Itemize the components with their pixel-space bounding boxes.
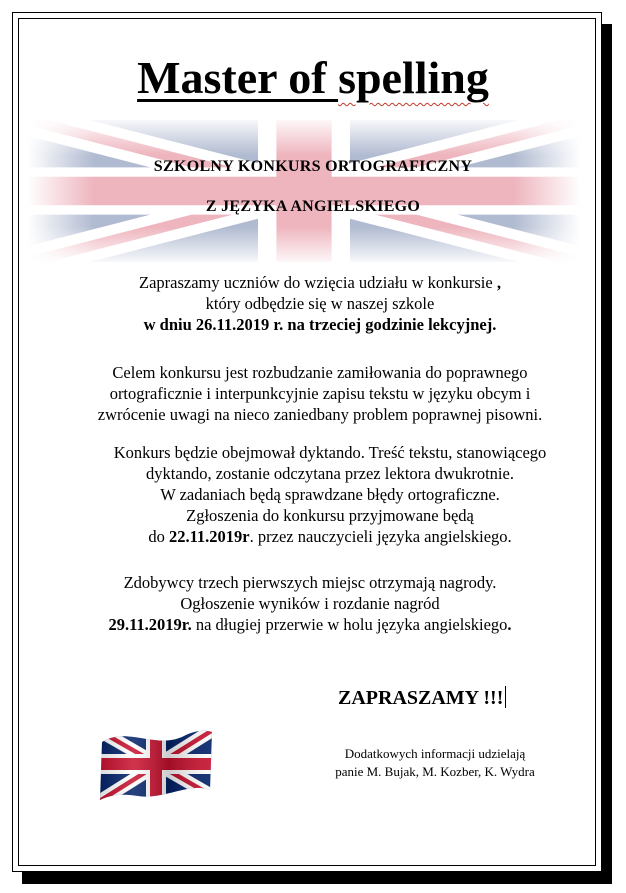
page-title: Master of spelling <box>137 52 489 103</box>
invite-heading: ZAPRASZAMY !!! <box>338 686 506 710</box>
intro-paragraph: Zapraszamy uczniów do wzięcia udziału w konkursie , który odbędzie się w naszej szkole w dniu 26.11.2019 r. na trzeciej godzinie lekcyjnej. <box>139 273 501 334</box>
union-jack-background <box>28 120 580 262</box>
misspelled-word: spelling <box>338 52 489 103</box>
subtitle-line-2: Z JĘZYKA ANGIELSKIEGO <box>205 198 421 215</box>
contact-info: Dodatkowych informacji udzielają panie M. Bujak, M. Kozber, K. Wydra <box>335 746 535 779</box>
subtitle-line-1: SZKOLNY KONKURS ORTOGRAFICZNY <box>153 158 473 175</box>
union-jack-flag-icon <box>98 724 216 802</box>
rules-paragraph: Konkurs będzie obejmował dyktando. Treść tekstu, stanowiącego dyktando, zostanie odczytana przez lektora dwukrotnie. W zadaniach będą sprawdzane błędy ortograficzne. Zgłoszenia do konkursu przyjmowane będą do 22.11.2019r. przez nauczycieli języka angielskiego. <box>113 443 547 546</box>
prizes-paragraph: Zdobywcy trzech pierwszych miejsc otrzymają nagrody. Ogłoszenie wyników i rozdanie nagród 29.11.2019r. na długiej przerwie w holu języka angielskiego. <box>108 573 512 634</box>
goal-paragraph: Celem konkursu jest rozbudzanie zamiłowania do poprawnego ortograficznie i interpunkcyjnie zapisu tekstu w języku obcym i zwrócenie uwagi na nieco zaniedbany problem poprawnej pisowni. <box>97 363 543 424</box>
text-cursor <box>505 686 506 708</box>
